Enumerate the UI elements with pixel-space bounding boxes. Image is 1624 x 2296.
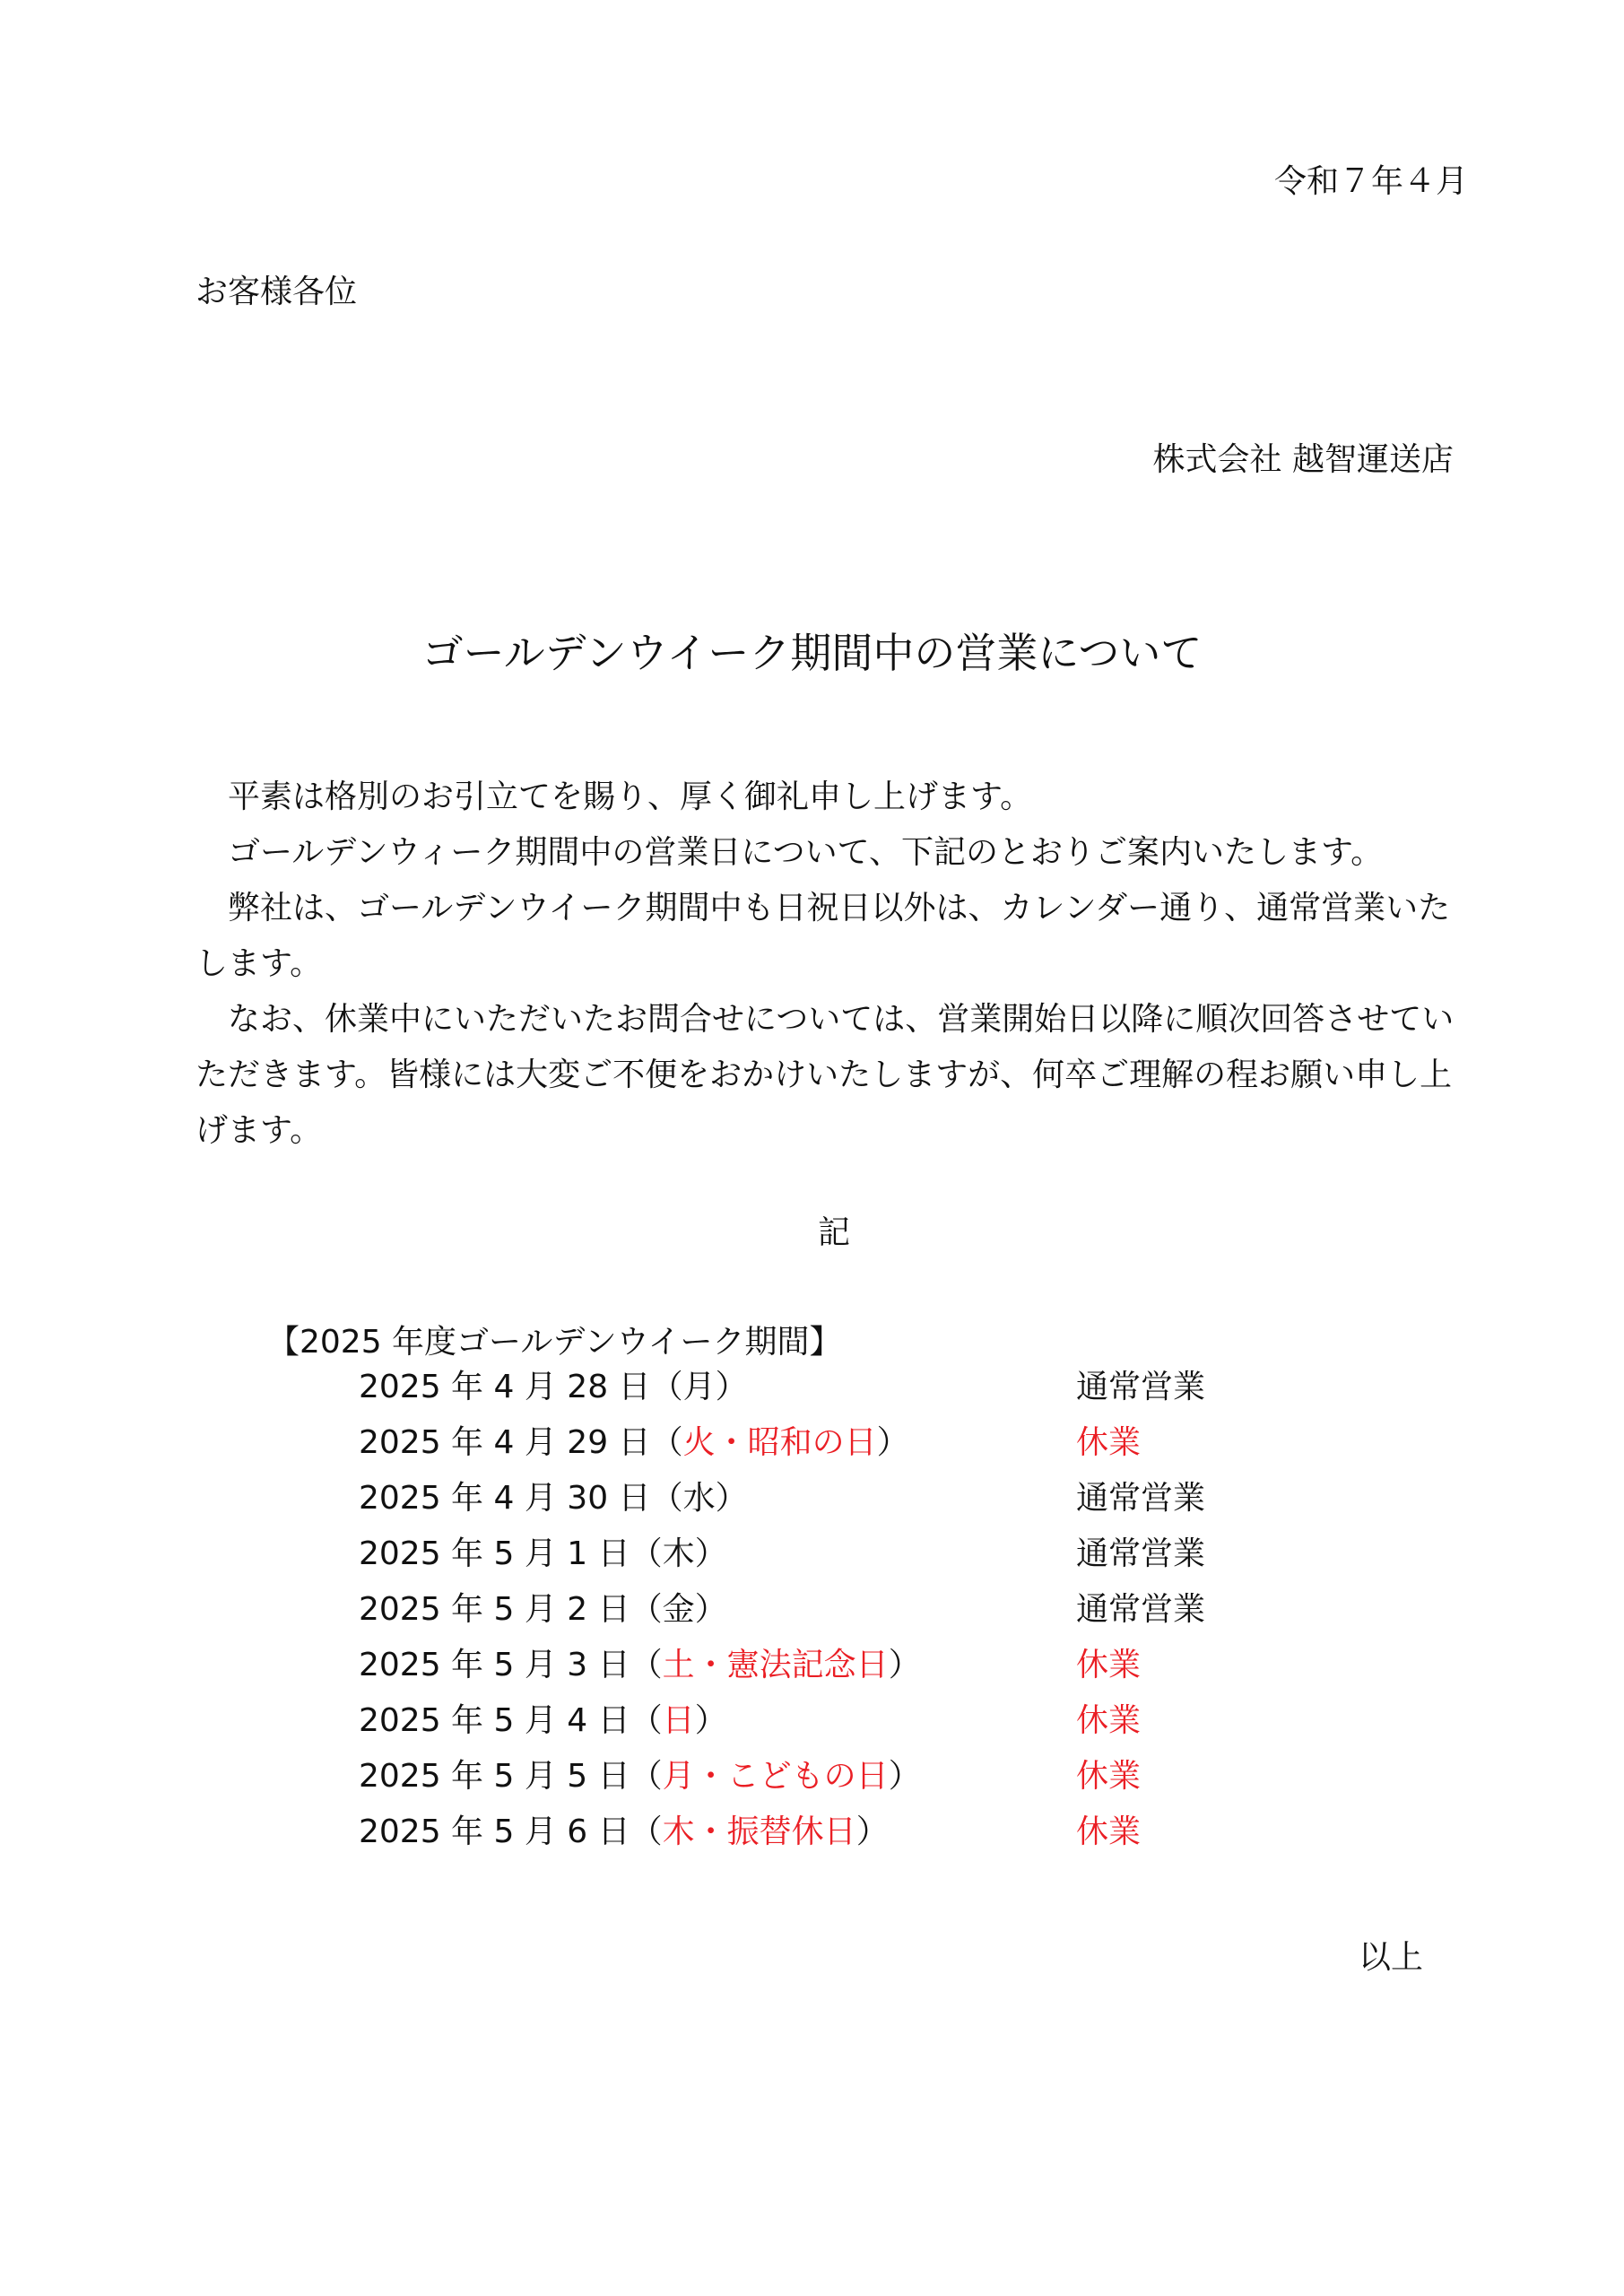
- schedule-status: 休業: [1076, 1813, 1142, 1850]
- schedule-date: 2025 年 5 月 3 日（土・憲法記念日）: [359, 1647, 921, 1683]
- sender-company: 株式会社 越智運送店: [1152, 441, 1454, 478]
- schedule-row: [359, 1805, 1345, 1860]
- schedule-date: 2025 年 4 月 30 日（水）: [359, 1480, 748, 1517]
- schedule-status: 休業: [1076, 1647, 1142, 1683]
- schedule-row: [359, 1415, 1345, 1471]
- closing-text: 以上: [1358, 1939, 1423, 1976]
- schedule-date: 2025 年 5 月 1 日（木）: [359, 1535, 727, 1572]
- day-label: 火・昭和の日: [682, 1424, 877, 1461]
- schedule-row: [359, 1471, 1345, 1526]
- period-heading: 【2025 年度ゴールデンウイーク期間】: [267, 1324, 842, 1361]
- schedule-row: [359, 1638, 1345, 1693]
- schedule-status: 通常営業: [1076, 1535, 1206, 1572]
- schedule-status: 休業: [1076, 1424, 1142, 1461]
- day-label: 日: [662, 1702, 695, 1739]
- schedule-row: [359, 1749, 1345, 1805]
- body-text: [195, 770, 1478, 1159]
- day-label: 月・こどもの日: [662, 1758, 889, 1795]
- schedule-date: 2025 年 5 月 4 日（日）: [359, 1702, 727, 1739]
- schedule-status: 通常営業: [1076, 1591, 1206, 1628]
- day-label: 木: [662, 1535, 695, 1572]
- day-label: 水: [682, 1480, 716, 1517]
- document-date: 令和７年４月: [1273, 163, 1468, 200]
- schedule-date: 2025 年 4 月 28 日（月）: [359, 1369, 748, 1405]
- day-label: 土・憲法記念日: [662, 1647, 889, 1683]
- body-paragraph: ゴールデンウィーク期間中の営業日について、下記のとおりご案内いたします。: [228, 834, 1384, 871]
- schedule-status: 休業: [1076, 1702, 1142, 1739]
- day-label: 木・振替休日: [662, 1813, 856, 1850]
- day-label: 月: [682, 1369, 716, 1405]
- schedule-status: 通常営業: [1076, 1369, 1206, 1405]
- body-paragraph: 弊社は、ゴールデンウイーク期間中も日祝日以外は、カレンダー通り、通常営業いたします。: [195, 890, 1451, 982]
- schedule-row: [359, 1360, 1345, 1415]
- document-title: ゴールデンウイーク期間中の営業について: [421, 629, 1203, 677]
- body-paragraph: なお、休業中にいただいたお問合せについては、営業開始日以降に順次回答させていただきます。皆様には大変ご不便をおかけいたしますが、何卒ご理解の程お願い申し上げます。: [195, 1001, 1455, 1149]
- recipient: お客様各位: [195, 274, 358, 310]
- schedule-status: 休業: [1076, 1758, 1142, 1795]
- schedule-row: [359, 1693, 1345, 1749]
- schedule-date: 2025 年 5 月 5 日（月・こどもの日）: [359, 1758, 921, 1795]
- schedule-list: [359, 1360, 1345, 1860]
- schedule-date: 2025 年 4 月 29 日（火・昭和の日）: [359, 1424, 909, 1461]
- schedule-date: 2025 年 5 月 6 日（木・振替休日）: [359, 1813, 889, 1850]
- schedule-row: [359, 1526, 1345, 1582]
- ki-heading: 記: [817, 1214, 850, 1251]
- body-paragraph: 平素は格別のお引立てを賜り、厚く御礼申し上げます。: [228, 778, 1033, 815]
- schedule-row: [359, 1582, 1345, 1638]
- schedule-status: 通常営業: [1076, 1480, 1206, 1517]
- schedule-date: 2025 年 5 月 2 日（金）: [359, 1591, 727, 1628]
- day-label: 金: [662, 1591, 695, 1628]
